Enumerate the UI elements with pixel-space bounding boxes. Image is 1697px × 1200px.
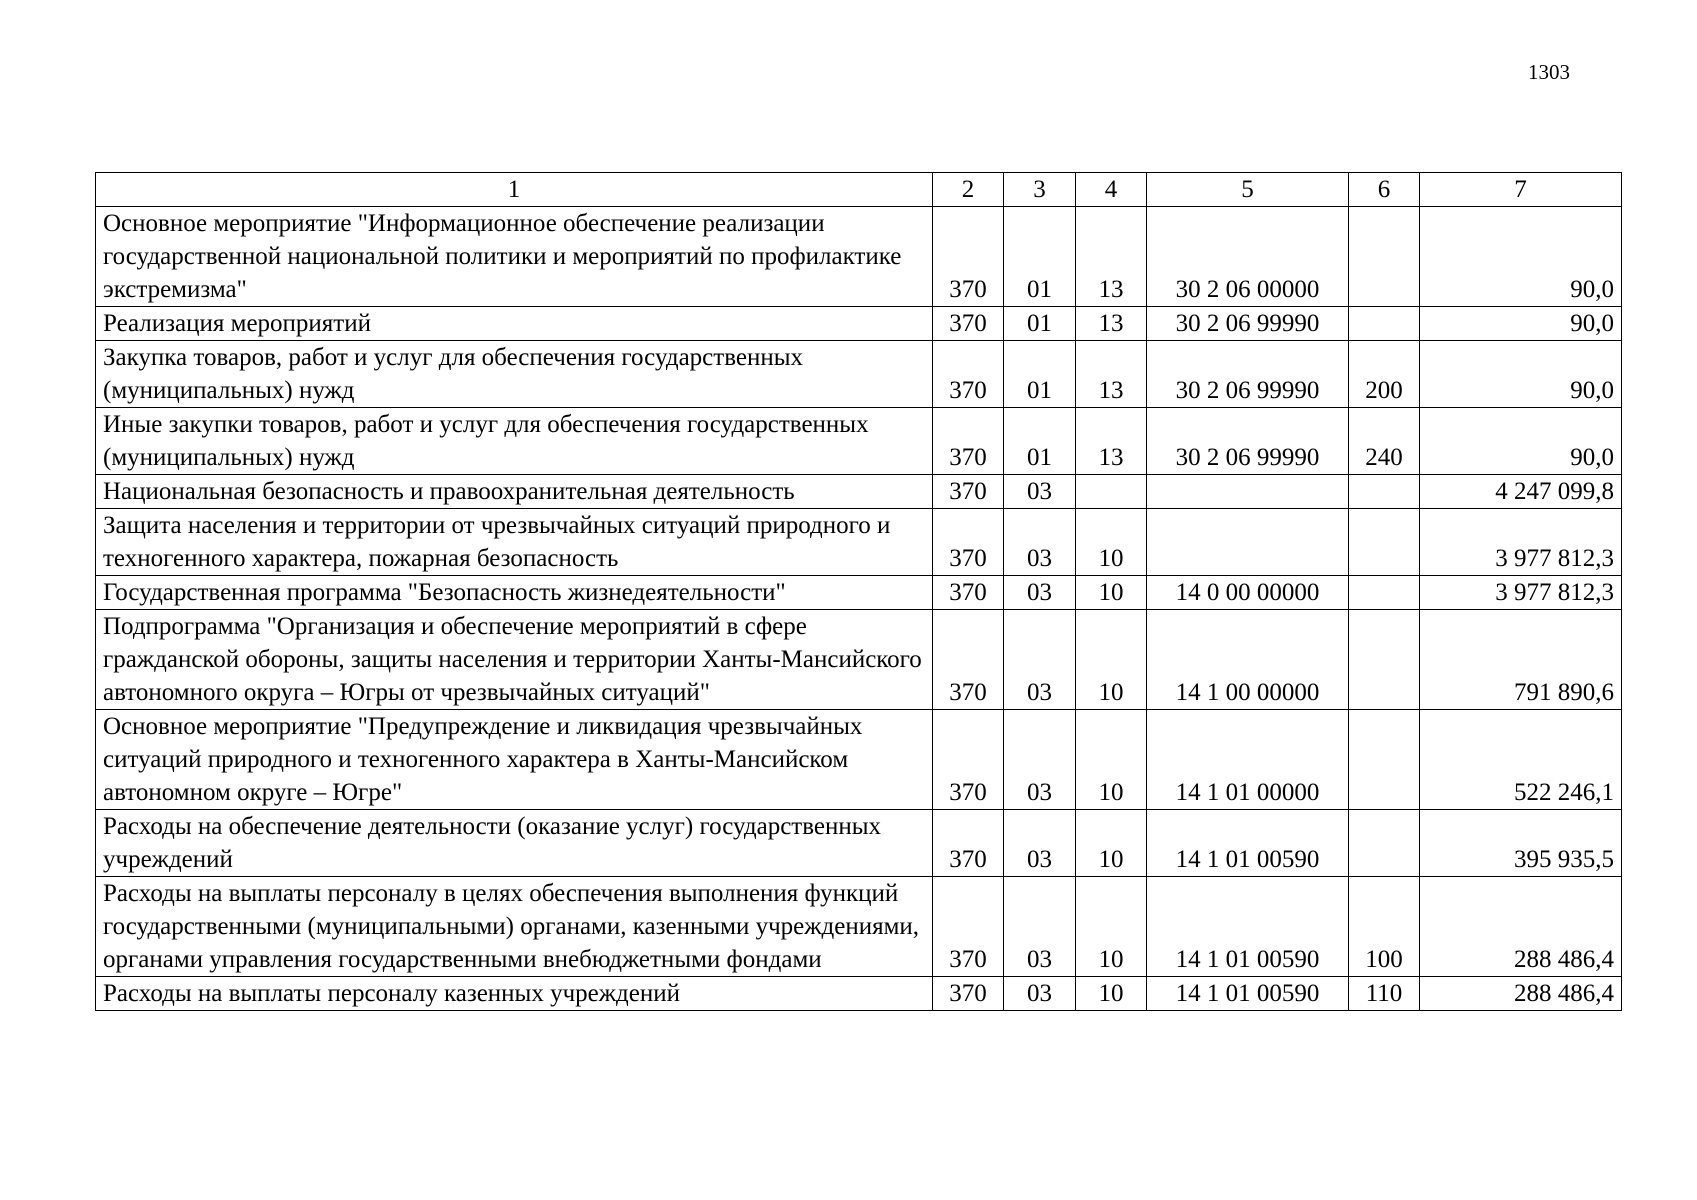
row-code-4: 10 (1076, 877, 1147, 977)
row-code-4: 13 (1076, 207, 1147, 307)
row-name: Основное мероприятие "Предупреждение и ликвидация чрезвычайных ситуаций природного и техногенного характера в Ханты-Мансийском автономном округе – Югре" (96, 710, 933, 810)
table-row (96, 977, 1622, 1011)
row-code-2: 370 (933, 307, 1004, 341)
row-code-3: 01 (1004, 341, 1076, 408)
row-code-2: 370 (933, 341, 1004, 408)
row-code-2: 370 (933, 509, 1004, 576)
table-row (96, 509, 1622, 576)
row-amount: 90,0 (1420, 408, 1622, 475)
row-code-6: 110 (1349, 977, 1420, 1011)
row-code-6 (1349, 610, 1420, 710)
row-code-6 (1349, 710, 1420, 810)
table-row (96, 475, 1622, 509)
row-code-2: 370 (933, 475, 1004, 509)
row-name: Реализация мероприятий (96, 307, 933, 341)
row-name: Расходы на выплаты персоналу в целях обеспечения выполнения функций государственными (муниципальными) органами, казенными учреждениями, органами управления государственными внебюджетными фондами (96, 877, 933, 977)
column-header-1: 1 (96, 173, 933, 207)
row-name: Расходы на выплаты персоналу казенных учреждений (96, 977, 933, 1011)
row-code-4: 10 (1076, 509, 1147, 576)
row-code-6 (1349, 810, 1420, 877)
row-code-5 (1147, 475, 1349, 509)
row-code-4: 13 (1076, 307, 1147, 341)
row-code-6 (1349, 576, 1420, 610)
row-code-2: 370 (933, 610, 1004, 710)
row-code-5: 14 0 00 00000 (1147, 576, 1349, 610)
row-code-3: 03 (1004, 475, 1076, 509)
row-code-5: 14 1 01 00590 (1147, 810, 1349, 877)
row-name: Расходы на обеспечение деятельности (оказание услуг) государственных учреждений (96, 810, 933, 877)
row-code-5: 30 2 06 99990 (1147, 307, 1349, 341)
row-code-5: 30 2 06 99990 (1147, 408, 1349, 475)
row-code-3: 03 (1004, 710, 1076, 810)
row-code-2: 370 (933, 576, 1004, 610)
table-row (96, 576, 1622, 610)
page-number: 1303 (1528, 60, 1570, 84)
row-code-3: 01 (1004, 408, 1076, 475)
row-code-2: 370 (933, 710, 1004, 810)
row-code-4: 10 (1076, 610, 1147, 710)
row-code-3: 03 (1004, 877, 1076, 977)
table-row (96, 307, 1622, 341)
row-code-3: 03 (1004, 509, 1076, 576)
row-amount: 90,0 (1420, 341, 1622, 408)
column-header-3: 3 (1004, 173, 1076, 207)
table-row (96, 408, 1622, 475)
row-amount: 4 247 099,8 (1420, 475, 1622, 509)
table-row (96, 207, 1622, 307)
row-code-6 (1349, 307, 1420, 341)
row-code-5 (1147, 509, 1349, 576)
row-code-4 (1076, 475, 1147, 509)
row-amount: 288 486,4 (1420, 977, 1622, 1011)
row-code-5: 14 1 00 00000 (1147, 610, 1349, 710)
table-body (96, 207, 1622, 1011)
row-code-6 (1349, 207, 1420, 307)
row-name: Закупка товаров, работ и услуг для обеспечения государственных (муниципальных) нужд (96, 341, 933, 408)
row-code-4: 10 (1076, 977, 1147, 1011)
row-amount: 90,0 (1420, 207, 1622, 307)
row-code-3: 03 (1004, 810, 1076, 877)
row-code-2: 370 (933, 207, 1004, 307)
budget-table (95, 172, 1622, 1011)
row-amount: 288 486,4 (1420, 877, 1622, 977)
row-code-6: 240 (1349, 408, 1420, 475)
row-code-6 (1349, 475, 1420, 509)
column-header-7: 7 (1420, 173, 1622, 207)
row-code-4: 10 (1076, 810, 1147, 877)
row-amount: 90,0 (1420, 307, 1622, 341)
row-code-2: 370 (933, 810, 1004, 877)
column-header-2: 2 (933, 173, 1004, 207)
row-name: Подпрограмма "Организация и обеспечение мероприятий в сфере гражданской обороны, защиты населения и территории Ханты-Мансийского автономного округа – Югры от чрезвычайных ситуаций" (96, 610, 933, 710)
row-code-4: 10 (1076, 576, 1147, 610)
table-header (96, 173, 1622, 207)
row-code-4: 13 (1076, 408, 1147, 475)
row-amount: 522 246,1 (1420, 710, 1622, 810)
row-code-5: 14 1 01 00590 (1147, 877, 1349, 977)
column-header-4: 4 (1076, 173, 1147, 207)
row-name: Иные закупки товаров, работ и услуг для обеспечения государственных (муниципальных) нужд (96, 408, 933, 475)
column-header-6: 6 (1349, 173, 1420, 207)
row-amount: 3 977 812,3 (1420, 576, 1622, 610)
table-row (96, 610, 1622, 710)
table-row (96, 710, 1622, 810)
column-header-5: 5 (1147, 173, 1349, 207)
row-code-6: 200 (1349, 341, 1420, 408)
row-code-6 (1349, 509, 1420, 576)
row-amount: 3 977 812,3 (1420, 509, 1622, 576)
row-code-5: 14 1 01 00590 (1147, 977, 1349, 1011)
row-code-3: 01 (1004, 307, 1076, 341)
row-code-4: 13 (1076, 341, 1147, 408)
row-code-6: 100 (1349, 877, 1420, 977)
row-amount: 791 890,6 (1420, 610, 1622, 710)
row-code-3: 03 (1004, 977, 1076, 1011)
row-code-5: 30 2 06 99990 (1147, 341, 1349, 408)
row-name: Национальная безопасность и правоохранительная деятельность (96, 475, 933, 509)
row-code-5: 30 2 06 00000 (1147, 207, 1349, 307)
row-code-2: 370 (933, 877, 1004, 977)
row-amount: 395 935,5 (1420, 810, 1622, 877)
row-name: Основное мероприятие "Информационное обеспечение реализации государственной национальной политики и мероприятий по профилактике экстремизма" (96, 207, 933, 307)
row-name: Защита населения и территории от чрезвычайных ситуаций природного и техногенного характера, пожарная безопасность (96, 509, 933, 576)
row-code-3: 03 (1004, 610, 1076, 710)
header-row (96, 173, 1622, 207)
table-row (96, 810, 1622, 877)
table-row (96, 341, 1622, 408)
row-code-2: 370 (933, 408, 1004, 475)
row-code-2: 370 (933, 977, 1004, 1011)
row-code-4: 10 (1076, 710, 1147, 810)
row-code-3: 03 (1004, 576, 1076, 610)
row-name: Государственная программа "Безопасность жизнедеятельности" (96, 576, 933, 610)
table-row (96, 877, 1622, 977)
row-code-3: 01 (1004, 207, 1076, 307)
row-code-5: 14 1 01 00000 (1147, 710, 1349, 810)
